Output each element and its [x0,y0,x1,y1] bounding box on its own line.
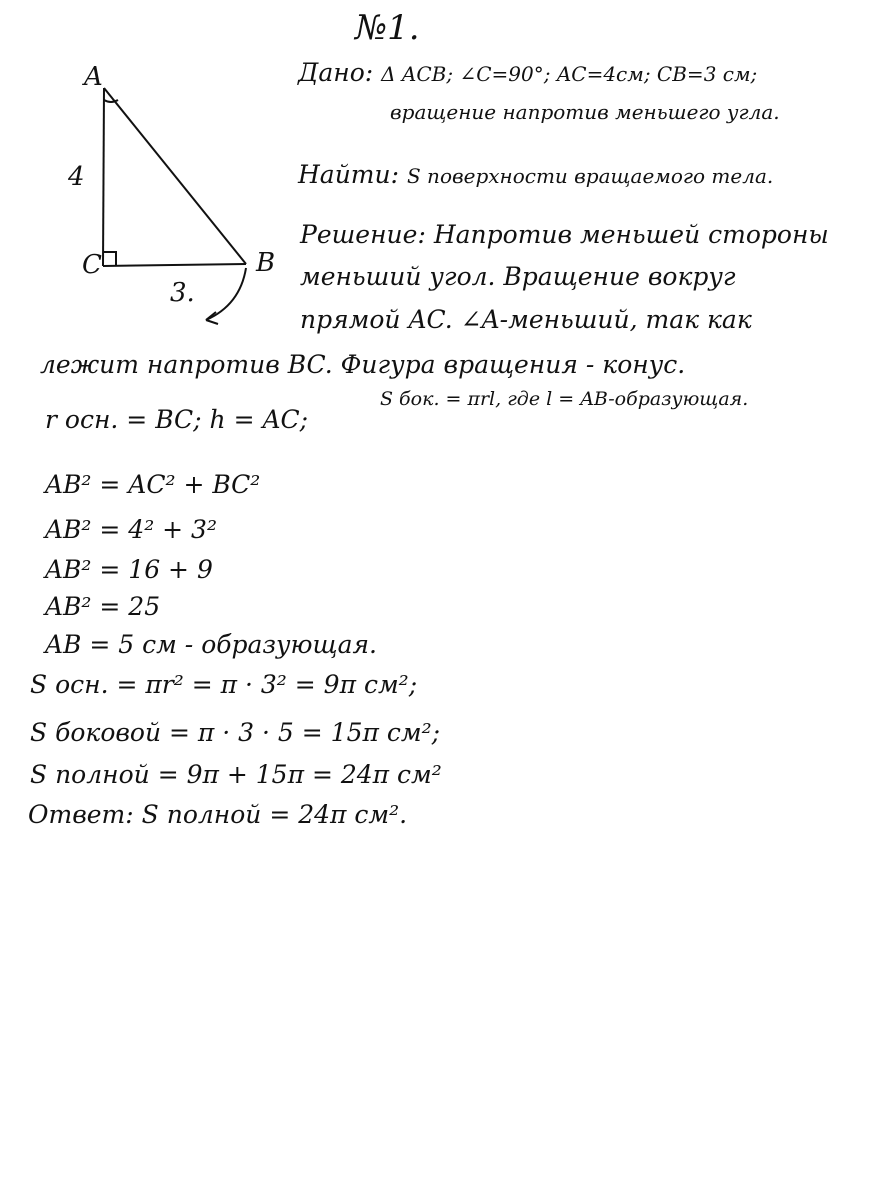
step-1: AB² = AC² + BC² [45,470,261,499]
solution-line-5b: S бок. = πrl, где l = AB-образующая. [380,388,749,410]
solution-line-3: прямой AC. ∠A-меньший, так как [300,305,752,334]
side-ac-label: 4 [68,162,85,192]
right-angle-mark [103,252,116,266]
problem-number: №1. [355,8,420,48]
answer-label: Ответ: [28,800,134,829]
solution-label: Решение: [300,220,426,249]
given-line-1 [298,58,757,87]
solution-line-1 [300,220,829,249]
side-cb-label: 3. [170,278,195,308]
triangle-side-ac [103,88,104,266]
find-label: Найти: [298,160,400,189]
step-2: AB² = 4² + 3² [45,515,217,544]
given-text: Δ ACB; ∠C=90°; AC=4см; CB=3 см; [381,62,758,86]
step-5: AB = 5 см - образующая. [45,630,377,659]
solution-text-1: Напротив меньшей стороны [433,220,829,249]
solution-line-4: лежит напротив BC. Фигура вращения - конус. [40,350,686,379]
triangle-side-cb [103,264,246,266]
solution-line-2: меньший угол. Вращение вокруг [300,262,736,291]
answer-text: S полной = 24π см². [141,800,408,829]
vertex-c-label: C [82,250,102,280]
step-3: AB² = 16 + 9 [45,555,213,584]
triangle-side-ab [104,88,246,264]
find-text: S поверхности вращаемого тела. [407,164,774,188]
given-line-2: вращение напротив меньшего угла. [390,100,780,124]
step-8: S полной = 9π + 15π = 24π см² [30,760,442,789]
answer-line [28,800,407,829]
step-4: AB² = 25 [45,592,161,621]
step-7: S боковой = π · 3 · 5 = 15π см²; [30,718,441,747]
solution-line-5a: r осн. = BC; h = AC; [45,405,309,434]
given-label: Дано: [298,58,374,87]
rotation-arrow [206,268,246,320]
find-line [298,160,773,189]
vertex-a-label: A [84,62,103,92]
step-6: S осн. = πr² = π · 3² = 9π см²; [30,670,418,699]
vertex-b-label: B [256,248,276,278]
angle-a-arc [104,100,118,102]
